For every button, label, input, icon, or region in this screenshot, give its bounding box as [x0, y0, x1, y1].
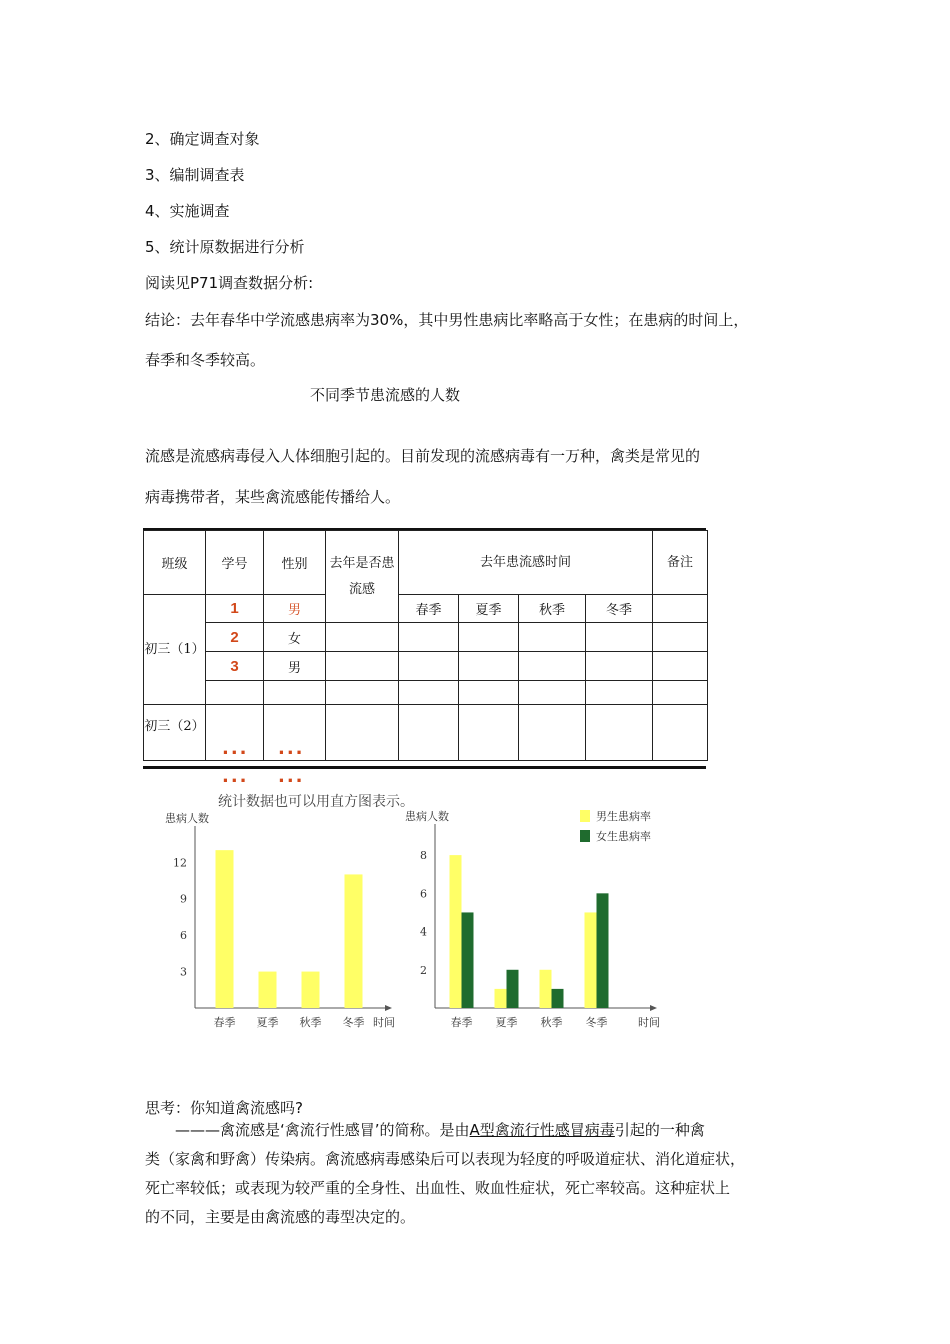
- class-2-cell: 初三（2）: [144, 705, 206, 761]
- flu-line-1: 流感是流感病毒侵入人体细胞引起的。目前发现的流感病毒有一万种，禽类是常见的: [145, 447, 701, 465]
- histogram-caption: 统计数据也可以用直方图表示。: [218, 794, 414, 810]
- x-tick-label: 冬季: [342, 1016, 365, 1029]
- bar-春季: [216, 850, 234, 1008]
- x-axis-arrow: [385, 1005, 392, 1011]
- x-tick-label: 夏季: [495, 1016, 518, 1029]
- x-tick-label: 夏季: [256, 1016, 279, 1029]
- y-axis-label: 患病人数: [405, 810, 449, 823]
- step-4: 4、实施调查: [145, 202, 230, 220]
- x-axis-arrow: [650, 1005, 657, 1011]
- student-id-2: 2: [206, 623, 264, 652]
- bird-flu-line-4: 的不同，主要是由禽流感的毒型决定的。: [145, 1208, 416, 1226]
- x-tick-label: 冬季: [585, 1016, 608, 1029]
- legend-swatch-2: [580, 830, 590, 842]
- bar-男生患病率-秋季: [540, 970, 552, 1008]
- step-5: 5、统计原数据进行分析: [145, 238, 305, 256]
- ellipsis-id-b: ...: [222, 766, 249, 787]
- season-summer: 夏季: [459, 595, 519, 623]
- season-autumn: 秋季: [519, 595, 586, 623]
- bar-女生患病率-秋季: [552, 989, 564, 1008]
- student-id-1: 1: [206, 595, 264, 623]
- header-had-flu: 去年是否患流感: [326, 531, 399, 623]
- season-spring: 春季: [399, 595, 459, 623]
- x-tick-label: 秋季: [540, 1016, 563, 1029]
- y-tick-label: 3: [180, 965, 187, 979]
- bird-flu-line-2: 类（家禽和野禽）传染病。禽流感病毒感染后可以表现为轻度的呼吸道症状、消化道症状，: [145, 1150, 746, 1168]
- legend-label-2: 女生患病率: [596, 830, 651, 843]
- header-id: 学号: [206, 531, 264, 595]
- gender-2: 女: [264, 623, 326, 652]
- header-gender: 性别: [264, 531, 326, 595]
- y-tick-label: 9: [180, 892, 187, 906]
- y-tick-label: 12: [173, 856, 187, 870]
- chart-total-cases: [160, 808, 410, 1033]
- section-title: 不同季节患流感的人数: [310, 386, 461, 404]
- x-tick-label: 春季: [213, 1016, 236, 1029]
- conclusion-line-2: 春季和冬季较高。: [145, 351, 266, 369]
- header-remark: 备注: [653, 531, 708, 595]
- bar-冬季: [345, 874, 363, 1008]
- step-2: 2、确定调查对象: [145, 130, 260, 148]
- bar-夏季: [259, 972, 277, 1008]
- reading-note: 阅读见P71调查数据分析:: [145, 274, 314, 292]
- virus-name-link: A型禽流行性感冒病毒: [469, 1121, 615, 1139]
- ellipsis-id-a: ...: [222, 738, 249, 759]
- legend-label-1: 男生患病率: [596, 810, 651, 823]
- bar-女生患病率-春季: [462, 912, 474, 1008]
- legend-swatch-1: [580, 810, 590, 822]
- gender-1: 男: [264, 595, 326, 623]
- survey-table: [143, 530, 708, 761]
- think-question: 思考：你知道禽流感吗?: [145, 1099, 303, 1117]
- y-tick-label: 6: [420, 887, 427, 901]
- season-winter: 冬季: [586, 595, 653, 623]
- y-tick-label: 2: [420, 963, 427, 977]
- bar-秋季: [302, 972, 320, 1008]
- ellipsis-gender-a: ...: [278, 738, 305, 759]
- bar-女生患病率-夏季: [507, 970, 519, 1008]
- bird-flu-paragraph: [145, 1116, 805, 1232]
- y-tick-label: 4: [420, 925, 427, 939]
- x-axis-label: 时间: [373, 1016, 395, 1029]
- flu-line-2: 病毒携带者，某些禽流感能传播给人。: [145, 488, 401, 506]
- header-class: 班级: [144, 531, 206, 595]
- header-flu-time: 去年患流感时间: [399, 531, 653, 595]
- bird-flu-line-1: ———禽流感是‘禽流行性感冒’的简称。是由A型禽流行性感冒病毒引起的一种禽: [175, 1121, 705, 1139]
- x-tick-label: 秋季: [299, 1016, 322, 1029]
- bird-flu-line-3: 死亡率较低；或表现为较严重的全身性、出血性、败血性症状，死亡率较高。这种症状上: [145, 1179, 731, 1197]
- class-1-cell: 初三（1）: [144, 595, 206, 705]
- bar-女生患病率-冬季: [597, 893, 609, 1008]
- bar-男生患病率-春季: [450, 855, 462, 1008]
- conclusion-line-1: 结论：去年春华中学流感患病率为30%，其中男性患病比率略高于女性；在患病的时间上，: [145, 311, 749, 329]
- bar-男生患病率-夏季: [495, 989, 507, 1008]
- y-tick-label: 6: [180, 929, 187, 943]
- gender-3: 男: [264, 652, 326, 681]
- x-axis-label: 时间: [638, 1016, 660, 1029]
- chart-gender-cases: [405, 800, 685, 1033]
- student-id-3: 3: [206, 652, 264, 681]
- bar-男生患病率-冬季: [585, 912, 597, 1008]
- ellipsis-gender-b: ...: [278, 766, 305, 787]
- y-axis-label: 患病人数: [165, 812, 209, 825]
- y-tick-label: 8: [420, 849, 427, 863]
- x-tick-label: 春季: [450, 1016, 473, 1029]
- step-3: 3、编制调查表: [145, 166, 245, 184]
